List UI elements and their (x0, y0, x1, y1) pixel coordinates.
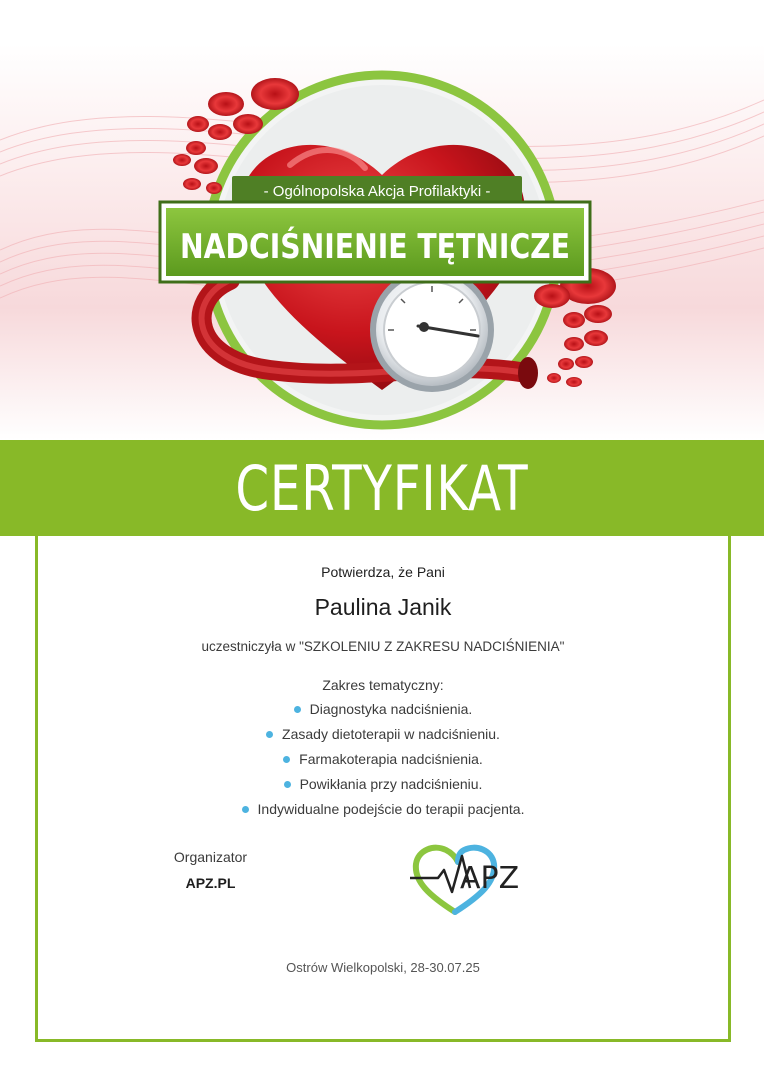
topic-label: Zasady dietoterapii w nadciśnieniu. (282, 726, 500, 742)
topic-label: Indywidualne podejście do terapii pacjenta. (257, 801, 525, 817)
topic-label: Powikłania przy nadciśnieniu. (299, 776, 483, 792)
organizer-label: Organizator (173, 849, 248, 865)
campaign-title: NADCIŚNIENIE TĘTNICZE (180, 227, 650, 267)
topic-item (38, 751, 728, 767)
logo-text: APZ (460, 861, 520, 896)
apz-logo (410, 840, 520, 920)
organizer-name: APZ.PL (185, 875, 236, 891)
topic-label: Diagnostyka nadciśnienia. (309, 701, 473, 717)
scope-title: Zakres tematyczny: (322, 677, 444, 693)
bullet-icon (283, 756, 290, 763)
pressure-gauge-icon (370, 268, 494, 392)
topic-label: Farmakoterapia nadciśnienia. (299, 751, 483, 767)
certificate-title: CERTYFIKAT (235, 451, 529, 525)
confirm-text: Potwierdza, że Pani (321, 564, 445, 580)
topic-item (38, 701, 728, 717)
certificate-band (0, 440, 764, 536)
topic-item (38, 801, 728, 817)
bullet-icon (242, 806, 249, 813)
blood-cells-right (534, 268, 616, 387)
topic-item (38, 726, 728, 742)
participant-name: Paulina Janik (314, 594, 452, 620)
hero-illustration (0, 0, 764, 440)
participation-text: uczestniczyła w "SZKOLENIU Z ZAKRESU NADCIŚNIENIA" (201, 639, 565, 654)
place-date: Ostrów Wielkopolski, 28-30.07.25 (286, 960, 480, 975)
bullet-icon (266, 731, 273, 738)
topic-item (38, 776, 728, 792)
bullet-icon (294, 706, 301, 713)
campaign-subtitle: - Ogólnopolska Akcja Profilaktyki - (263, 183, 491, 200)
blood-pressure-emblem (0, 0, 764, 440)
bullet-icon (284, 781, 291, 788)
